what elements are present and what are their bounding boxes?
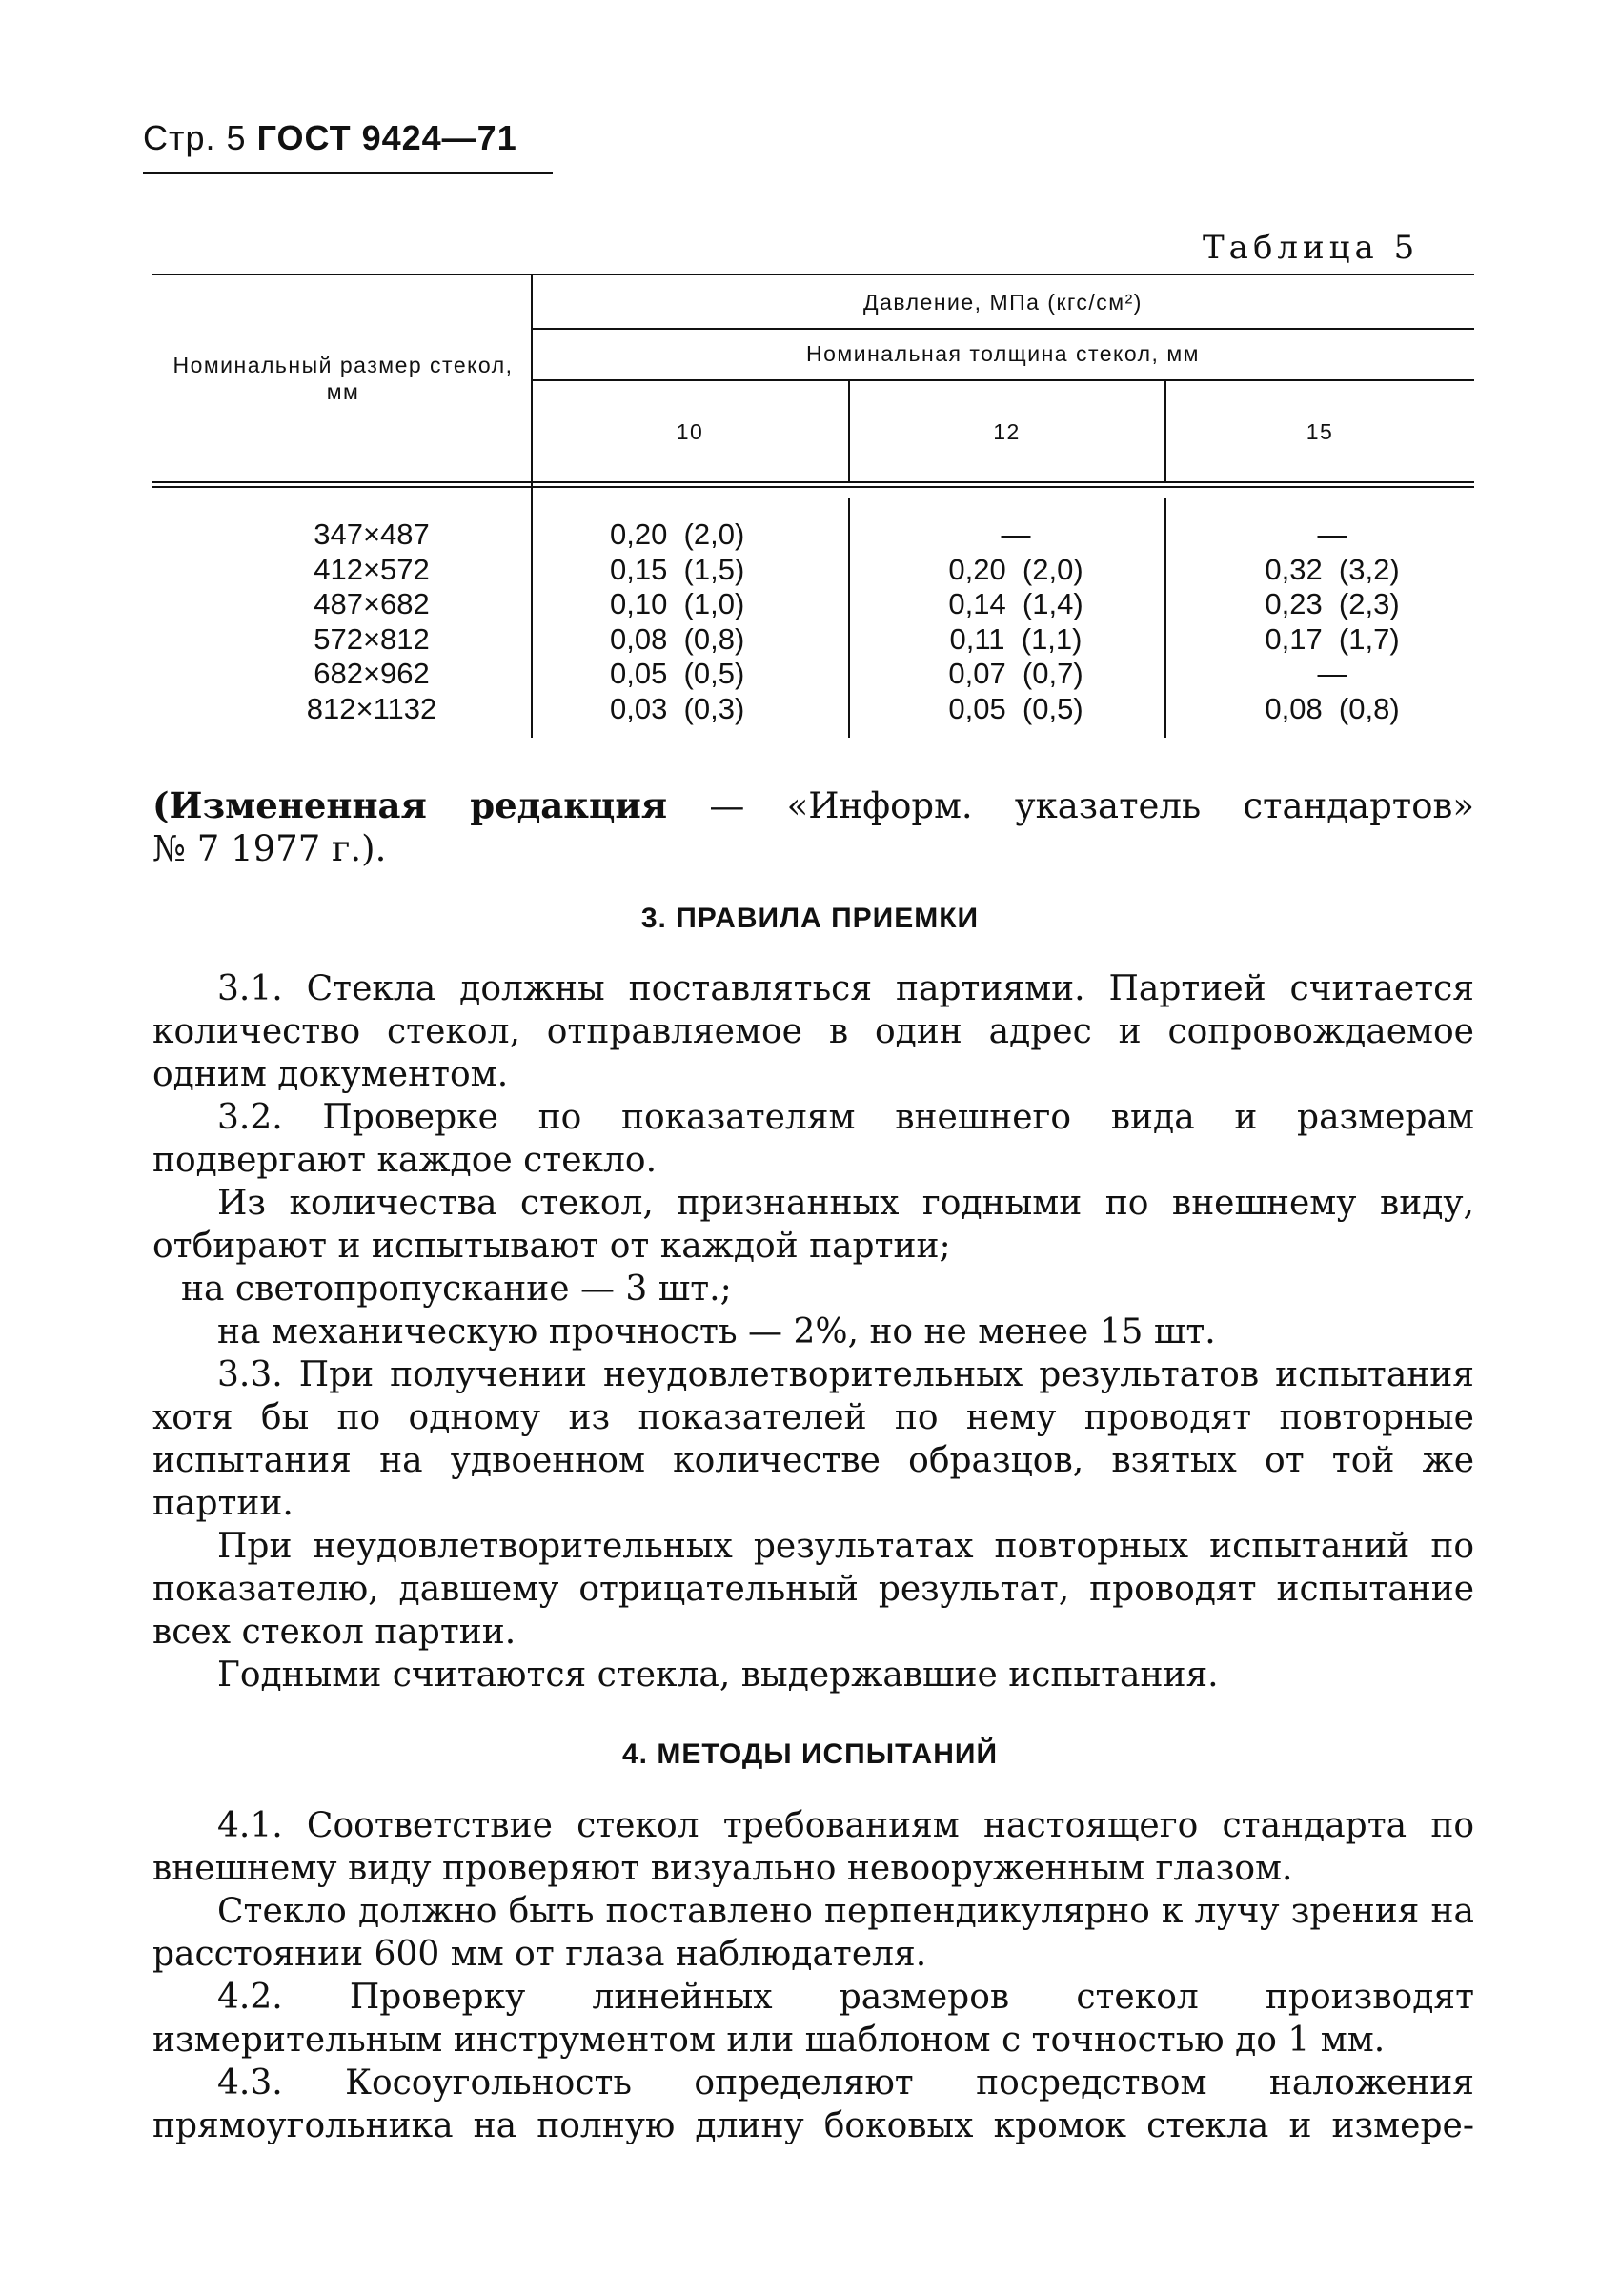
- paragraph-3-3-repeat: При неудовлетворительных результатах повторных испытаний по показателю, давшему отрицательный результат, проводят испытание всех стекол партии.: [152, 1527, 1474, 1652]
- thickness-12-column: [921, 518, 1111, 726]
- thickness-header-rule: [532, 379, 1474, 381]
- table-top-rule: [152, 274, 1474, 275]
- pressure-cell: 0,15 (1,5): [610, 552, 745, 586]
- pressure-cell: 0,10 (1,0): [610, 587, 745, 620]
- pressure-cell: 0,07 (0,7): [948, 657, 1083, 690]
- pressure-cell: 0,08 (0,8): [1265, 691, 1400, 725]
- pressure-header: Давление, МПа (кгс/см²): [863, 290, 1143, 315]
- pressure-cell: 0,05 (0,5): [610, 657, 745, 690]
- pressure-cell: 0,08 (0,8): [610, 621, 745, 656]
- paragraph-3-2-selection: Из количества стекол, признанных годными по внешнему виду, отбирают и испытывают от каждой партии;: [152, 1184, 1474, 1266]
- amendment-note-bold: (Измененная редакция: [152, 784, 668, 826]
- size-cell: 812×1132: [306, 691, 437, 725]
- paragraph-4-1: 4.1. Соответствие стекол требованиям настоящего стандарта по внешнему виду проверяют визуально невооруженным глазом.: [152, 1806, 1474, 1888]
- gost-number: ГОСТ 9424—71: [256, 118, 517, 157]
- pressure-header-rule: [532, 328, 1474, 330]
- amendment-note-issue: № 7 1977 г.).: [152, 828, 387, 869]
- thickness-10-column: [610, 518, 744, 726]
- paragraph-3-3: 3.3. При получении неудовлетворительных результатов испытания хотя бы по одному из показателей по нему проводят повторные испытания на удвоенном количестве образцов, взятых от той же партии.: [152, 1355, 1474, 1523]
- paragraph-3-2-strength: на механическую прочность — 2%, но не менее 15 шт.: [217, 1312, 1216, 1351]
- size-cell: 347×487: [314, 518, 430, 551]
- paragraph-4-1-distance: Стекло должно быть поставлено перпендикулярно к лучу зрения на расстоянии 600 мм от глаза наблюдателя.: [152, 1892, 1474, 1974]
- thickness-10-12-divider: [848, 498, 850, 738]
- pressure-cell: —: [1317, 657, 1347, 690]
- section-3-title: 3. ПРАВИЛА ПРИЕМКИ: [640, 903, 980, 934]
- thickness-12-15-divider: [1164, 498, 1166, 738]
- paragraph-3-1: 3.1. Стекла должны поставляться партиями. Партией считается количество стекол, отправляемое в один адрес и сопровождаемое одним документом.: [152, 969, 1474, 1094]
- pressure-cell: 0,14 (1,4): [948, 587, 1083, 620]
- pressure-cell: —: [1001, 518, 1031, 551]
- pressure-cell: 0,20 (2,0): [948, 552, 1083, 586]
- pressure-cell: 0,03 (0,3): [610, 691, 745, 725]
- size-column: [248, 518, 496, 726]
- amendment-note-source: — «Информ. указатель стандартов»: [667, 785, 1474, 826]
- pressure-cell: 0,23 (2,3): [1265, 587, 1400, 620]
- paragraph-3-3-conclusion: Годными считаются стекла, выдержавшие испытания.: [217, 1656, 1219, 1695]
- size-column-header: Номинальный размер стекол, мм: [172, 353, 514, 404]
- size-cell: 412×572: [314, 552, 430, 586]
- thickness-12-header: 12: [993, 419, 1021, 444]
- pressure-cell: 0,05 (0,5): [948, 691, 1083, 725]
- header-rule: [143, 172, 553, 174]
- size-cell: 682×962: [314, 657, 430, 690]
- header-bottom-rule-2: [152, 486, 1474, 488]
- size-cell: 572×812: [314, 621, 430, 656]
- paragraph-3-2-light: на светопропускание — 3 шт.;: [181, 1270, 732, 1309]
- pressure-cell: 0,32 (3,2): [1265, 552, 1400, 586]
- thickness-15-header: 15: [1306, 419, 1334, 444]
- paragraph-4-3: 4.3. Косоугольность определяют посредством наложения прямоугольника на полную длину боковых кромок стекла и измере-: [152, 2063, 1474, 2145]
- page-header: [143, 118, 517, 158]
- thickness-15-column: [1237, 518, 1428, 726]
- pressure-cell: 0,11 (1,1): [949, 621, 1083, 656]
- paragraph-3-2: 3.2. Проверке по показателям внешнего вида и размерам подвергают каждое стекло.: [152, 1098, 1474, 1180]
- amendment-note: [152, 784, 1474, 870]
- pressure-table: [152, 274, 1474, 738]
- pressure-cell: 0,17 (1,7): [1265, 621, 1400, 656]
- pressure-cell: 0,20 (2,0): [610, 518, 745, 551]
- thickness-header: Номинальная толщина стекол, мм: [806, 341, 1200, 366]
- pressure-cell: —: [1317, 518, 1347, 551]
- section-4-body: [152, 1804, 1474, 2147]
- header-bottom-rule-1: [152, 481, 1474, 483]
- page-number: Стр. 5: [143, 118, 247, 157]
- section-4-title: 4. МЕТОДЫ ИСПЫТАНИЙ: [622, 1738, 998, 1770]
- table-caption: Таблица 5: [1203, 229, 1420, 267]
- section-3-body: [152, 967, 1474, 1697]
- size-cell: 487×682: [314, 587, 430, 620]
- thickness-10-header: 10: [676, 419, 704, 444]
- paragraph-4-2: 4.2. Проверку линейных размеров стекол производят измерительным инструментом или шаблоном с точностью до 1 мм.: [152, 1978, 1474, 2060]
